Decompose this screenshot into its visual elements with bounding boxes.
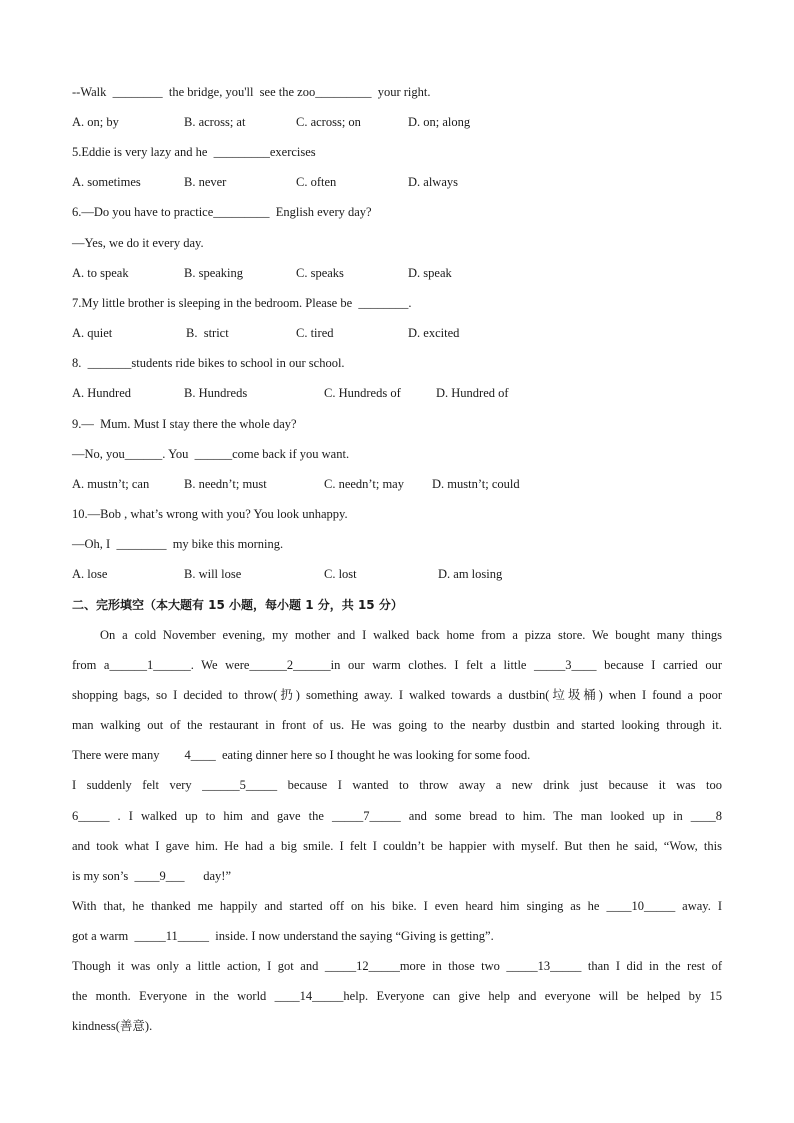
question-6-reply: —Yes, we do it every day. [72,236,204,250]
question-5-stem: 5.Eddie is very lazy and he _________exercises [72,145,316,159]
passage-line-11: got a warm _____11_____ inside. I now understand the saying “Giving is getting”. [72,929,494,943]
q10-option-d: D. am losing [438,567,503,581]
q8-option-b: B. Hundreds [184,386,248,400]
q8-option-c: C. Hundreds of [324,386,401,400]
question-10-reply: —Oh, I ________ my bike this morning. [72,537,284,551]
q4-option-b: B. across; at [184,115,246,129]
q7-option-c: C. tired [296,326,334,340]
q9-option-a: A. mustn’t; can [72,477,150,491]
section-2-heading: 二、完形填空（本大题有 15 小题，每小题 1 分，共 15 分） [72,598,403,612]
q5-option-c: C. often [296,175,337,189]
passage-line-13: the month. Everyone in the world ____14_____help. Everyone can give help and everyone will be helped by 15 [72,989,722,1003]
passage-line-14: kindness(善意). [72,1019,153,1033]
q6-option-c: C. speaks [296,266,344,280]
question-7-stem: 7.My little brother is sleeping in the bedroom. Please be ________. [72,296,412,310]
passage-line-1: On a cold November evening, my mother and I walked back home from a pizza store. We bought many things [100,628,722,642]
q7-option-d: D. excited [408,326,460,340]
q8-option-d: D. Hundred of [436,386,509,400]
passage-line-3: shopping bags, so I decided to throw(扔) something away. I walked towards a dustbin(垃圾桶) when I found a poor [72,688,722,702]
q10-option-c: C. lost [324,567,357,581]
q6-option-d: D. speak [408,266,452,280]
passage-line-12: Though it was only a little action, I got and _____12_____more in those two _____13_____ than I did in the rest of [72,959,722,973]
q9-option-d: D. mustn’t; could [432,477,520,491]
passage-line-2: from a______1______. We were______2______in our warm clothes. I felt a little _____3____ because I carried our [72,658,722,672]
q4-option-c: C. across; on [296,115,361,129]
passage-line-9: is my son’s ____9___ day!” [72,869,232,883]
q6-option-b: B. speaking [184,266,244,280]
question-6-stem: 6.—Do you have to practice_________ English every day? [72,205,372,219]
q4-option-d: D. on; along [408,115,471,129]
passage-line-4: man walking out of the restaurant in front of us. He was going to the nearby dustbin and started looking through it. [72,718,722,732]
q10-option-a: A. lose [72,567,108,581]
question-10-stem: 10.—Bob , what’s wrong with you? You look unhappy. [72,507,348,521]
passage-line-8: and took what I gave him. He had a big smile. I felt I couldn’t be happier with myself. But then he said, “Wow, this [72,839,722,853]
q7-option-a: A. quiet [72,326,113,340]
question-9-stem: 9.— Mum. Must I stay there the whole day? [72,417,297,431]
question-4-stem: --Walk ________ the bridge, you'll see the zoo_________ your right. [72,85,431,99]
q5-option-d: D. always [408,175,458,189]
q9-option-b: B. needn’t; must [184,477,267,491]
passage-line-10: With that, he thanked me happily and started off on his bike. I even heard him singing as he ____10_____ away. I [72,899,722,913]
q7-option-b: B. strict [186,326,229,340]
question-9-reply: —No, you______. You ______come back if you want. [72,447,350,461]
question-8-stem: 8. _______students ride bikes to school in our school. [72,356,345,370]
q8-option-a: A. Hundred [72,386,132,400]
passage-line-7: 6_____ . I walked up to him and gave the _____7_____ and some bread to him. The man looked up in ____8 [72,809,722,823]
q5-option-b: B. never [184,175,227,189]
passage-line-6: I suddenly felt very ______5_____ because I wanted to throw away a new drink just because it was too [72,778,722,792]
q10-option-b: B. will lose [184,567,242,581]
q9-option-c: C. needn’t; may [324,477,404,491]
q4-option-a: A. on; by [72,115,119,129]
passage-line-5: There were many 4____ eating dinner here so I thought he was looking for some food. [72,748,531,762]
q6-option-a: A. to speak [72,266,129,280]
q5-option-a: A. sometimes [72,175,141,189]
